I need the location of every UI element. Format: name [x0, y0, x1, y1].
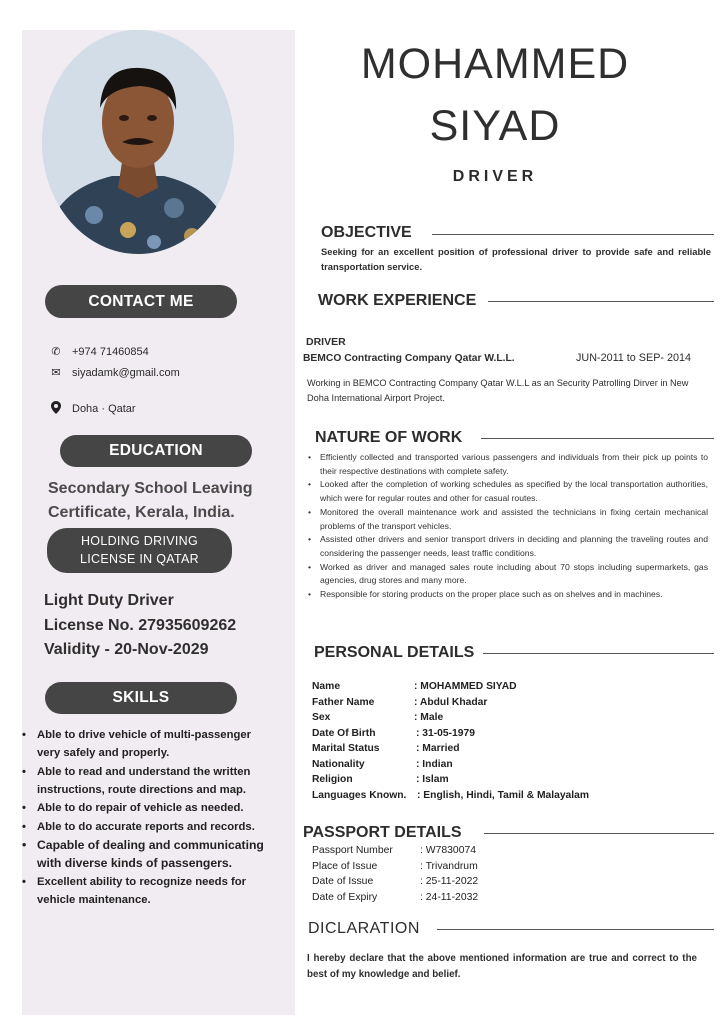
person-portrait-icon [42, 30, 234, 254]
education-line-2: Certificate, Kerala, India. [48, 504, 235, 521]
divider [481, 438, 714, 439]
education-heading: EDUCATION [60, 435, 252, 467]
license-badge-line-1: HOLDING DRIVING [80, 534, 198, 548]
work-position: DRIVER [306, 336, 346, 348]
license-type: Light Duty Driver [44, 592, 174, 609]
contact-phone[interactable]: +974 71460854 [72, 345, 149, 358]
list-item: • Assisted other drivers and senior transport drivers in deciding and planning the traveling routes and considering the passenger needs, least traffic conditions. [308, 533, 708, 560]
license-badge-line-2: LICENSE IN QATAR [80, 552, 199, 566]
list-item: • Capable of dealing and communicating with diverse kinds of passengers. [22, 836, 292, 872]
work-company: BEMCO Contracting Company Qatar W.L.L. [303, 353, 515, 364]
table-row: Father Name : Abdul Khadar [312, 696, 488, 708]
contact-location: Doha · Qatar [72, 403, 136, 415]
contact-location-row [50, 401, 136, 417]
work-period: JUN-2011 to SEP- 2014 [576, 352, 692, 364]
table-row: Passport Number : W7830074 [312, 845, 477, 857]
table-row: Date of Expiry : 24-11-2032 [312, 891, 479, 903]
list-item: • Efficiently collected and transported various passengers and individuals from their pick up points to their respective destinations with complete safety. [308, 451, 708, 478]
license-number: License No. 27935609262 [44, 616, 237, 634]
divider [484, 833, 714, 834]
passport-details-heading: PASSPORT DETAILS [303, 824, 462, 841]
list-item: • Monitored the overall maintenance work and assisted the technicians in fixing certain mechanical problems of the transport vehicles. [308, 506, 708, 533]
list-item: • Able to do repair of vehicle as needed. [22, 799, 292, 817]
divider [432, 234, 714, 235]
objective-text: Seeking for an excellent position of professional driver to provide safe and reliable transportation service. [321, 246, 711, 272]
table-row: Languages Known. : English, Hindi, Tamil & Malayalam [312, 789, 590, 801]
profile-photo [42, 30, 234, 254]
table-row: Place of Issue : Trivandrum [312, 860, 478, 872]
education-line-1: Secondary School Leaving [48, 480, 253, 497]
declaration-text: I hereby declare that the above mentioned information are true and correct to the best of my knowledge and belief. [307, 953, 697, 980]
phone-icon: ✆ [51, 346, 61, 358]
job-role: DRIVER [452, 168, 538, 185]
location-pin-icon [50, 401, 62, 417]
table-row: Date Of Birth : 31-05-1979 [312, 727, 475, 739]
table-row: Sex : Male [312, 712, 444, 724]
divider [437, 929, 714, 930]
skills-heading: SKILLS [45, 682, 237, 714]
nature-of-work-heading: NATURE OF WORK [315, 429, 463, 446]
list-item: • Able to read and understand the written instructions, route directions and map. [22, 763, 292, 799]
table-row: Religion : Islam [312, 774, 449, 786]
list-item: • Responsible for storing products on the proper place such as on shelves and in machines. [308, 588, 708, 602]
table-row: Nationality : Indian [312, 758, 453, 770]
personal-details-heading: PERSONAL DETAILS [314, 644, 475, 661]
last-name: SIYAD [429, 102, 561, 150]
license-details [44, 589, 236, 663]
divider [488, 301, 714, 302]
table-row: Name : MOHAMMED SIYAD [312, 681, 517, 693]
work-description: Working in BEMCO Contracting Company Qatar W.L.L as an Security Patrolling Dirver in New Doha International Airport Project. [307, 378, 689, 403]
table-row: Marital Status : Married [312, 743, 460, 755]
license-badge [47, 528, 232, 573]
nature-of-work-list [308, 451, 708, 602]
objective-heading: OBJECTIVE [321, 224, 412, 241]
list-item: • Able to drive vehicle of multi-passenger very safely and properly. [22, 726, 292, 762]
list-item: • Excellent ability to recognize needs for vehicle maintenance. [22, 873, 292, 909]
list-item: • Worked as driver and managed sales route including about 70 stops including supermarkets, gas agencies, drug stores and many more. [308, 561, 708, 588]
table-row: Date of Issue : 25-11-2022 [312, 876, 479, 888]
contact-heading: CONTACT ME [45, 285, 237, 318]
work-experience-heading: WORK EXPERIENCE [318, 292, 477, 309]
contact-phone-row [50, 345, 149, 358]
first-name: MOHAMMED [360, 40, 630, 88]
contact-email-row [50, 366, 180, 379]
passport-details-table [312, 843, 478, 905]
mail-icon: ✉ [51, 367, 61, 379]
contact-email[interactable]: siyadamk@gmail.com [72, 366, 180, 379]
divider [483, 653, 714, 654]
education-text [48, 477, 278, 525]
declaration-heading: DICLARATION [308, 920, 420, 937]
license-validity: Validity - 20-Nov-2029 [44, 641, 209, 658]
personal-details-table [312, 679, 589, 803]
list-item: • Looked after the completion of working schedules as specified by the local transportation authorities, which were for regular routes and other for casual routes. [308, 478, 708, 505]
list-item: • Able to do accurate reports and records. [22, 818, 292, 836]
skills-list [22, 726, 292, 909]
